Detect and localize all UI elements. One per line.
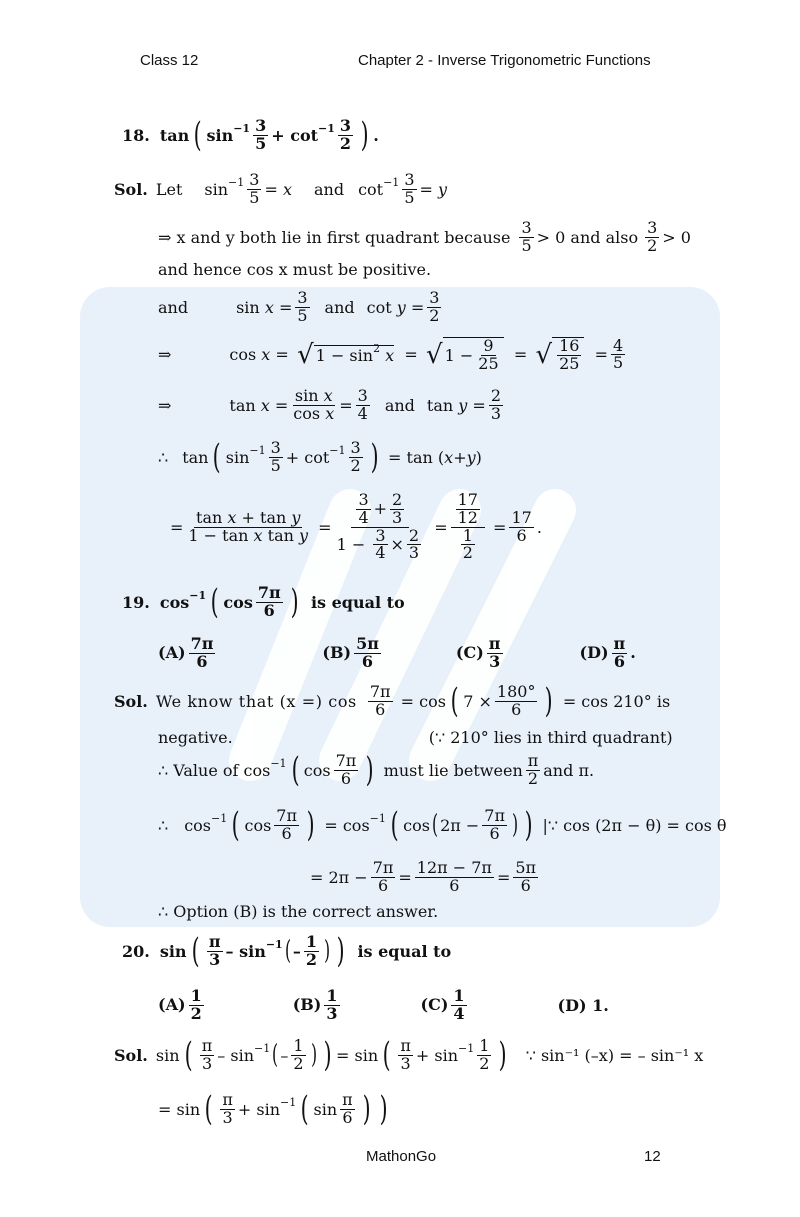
q20-option-a[interactable]: (A) $\frac{1}{2}$ [158,986,202,1023]
q20-option-b[interactable]: (B) $\frac{1}{3}$ [292,986,338,1023]
q18-tanx-line: ⇒ tan x = $\frac{\text{sin x}}{\text{cos x}}$ = $\frac{3}{4}$ and tan y = $\frac{2}{3}$ [158,386,501,423]
q20-options [158,988,609,1023]
q19-option-d[interactable]: (D) $\frac{\pi}{6}$ . [579,634,636,671]
q19-question: 19. cos −1 ( cos $\frac{7\pi}{6}$ ) is equal to [122,582,405,623]
q19-result-line: = 2π − $\frac{7\pi}{6}$ = $\frac{12\pi - 7\pi}{6}$ = $\frac{5\pi}{6}$ [310,858,537,895]
q19-cos-inverse-line: ∴ cos −1 ( cos $\frac{7\pi}{6}$ ) = cos −1 ( cos ( 2π − $\frac{7\pi}{6}$ ) ) |∵ cos (2π − θ) = cos θ [158,805,727,846]
q19-option-b[interactable]: (B) $\frac{5\pi}{6}$ [322,634,379,671]
q20-option-d[interactable]: (D) 1. [557,995,609,1015]
q19-option-c[interactable]: (C) $\frac{\pi}{3}$ [455,634,501,671]
q20-sol-line: Sol. sin ( $\frac{\pi}{3}$ – sin −1 ( – $\frac{1}{2}$ ) ) = sin ( $\frac{\pi}{3}$ + sin −1 $\frac{1}{2}$ ) ∵ sin⁻¹ (–x) = – sin⁻¹ x [114,1035,704,1076]
q18-final-line: = $\frac{\text{tan x + tan y}}{\text{1 − tan x tan y}}$ = $\frac{3}{4}$ + $\frac{2}{3}$ 1 − $\frac{3}{4}$ × $\frac{2}{3}$ = $\frac{\frac{17}{12}}{\frac{1}{2}}$ = $\frac{17}{6}$ . [170,490,542,563]
q19-option-a[interactable]: (A) $\frac{7\pi}{6}$ [158,634,214,671]
q18-sinx-line: and sin x = $\frac{3}{5}$ and cot y = $\frac{3}{2}$ [158,288,440,325]
header-chapter-title: Chapter 2 - Inverse Trigonometric Functions [358,52,651,69]
q20-step-line: = sin ( $\frac{\pi}{3}$ + sin −1 ( sin $\frac{\pi}{6}$ ) ) [158,1089,388,1130]
footer-page-number: 12 [644,1148,661,1165]
q18-sol-let-line: Sol. Let sin −1 $\frac{3}{5}$ = x and cot −1 $\frac{3}{5}$ = y [114,170,448,207]
q18-quadrant-line: ⇒ x and y both lie in first quadrant because $\frac{3}{5}$ > 0 and also $\frac{3}{2}$ > 0 [158,218,691,255]
q18-question: 18. tan ( sin −1 $\frac{3}{5}$ + cot −1 $\frac{3}{2}$ ) . [122,115,379,156]
header-class-label: Class 12 [140,52,199,69]
q19-sol-line: Sol. We know that (x =) cos $\frac{7\pi}{6}$ = cos ( 7 × $\frac{180^\circ}{6}$ ) = cos 210° is [114,681,671,722]
q18-tan-sum-line: ∴ tan ( sin −1 $\frac{3}{5}$ + cot −1 $\frac{3}{2}$ ) = tan ( x + y ) [158,437,482,478]
q20-question: 20. sin ( $\frac{\pi}{3}$ – sin −1 ( – $\frac{1}{2}$ ) ) is equal to [122,931,452,972]
footer-brand: MathonGo [366,1148,437,1165]
q19-negative-line: negative. (∵ 210° lies in third quadrant) [158,728,673,747]
q20-option-c[interactable]: (C) $\frac{1}{4}$ [420,986,465,1023]
q18-positive-line: and hence cos x must be positive. [158,260,432,279]
q18-cosx-line: ⇒ cos x = √ 1 − sin 2 x = √ 1 − $\frac{9}{25}$ = √ $\frac{16}{25}$ = $\frac{4}{5}$ [158,335,624,373]
q19-conclusion: ∴ Option (B) is the correct answer. [158,902,439,921]
q19-options [158,636,636,671]
q19-value-line: ∴ Value of cos −1 ( cos $\frac{7\pi}{6}$ ) must lie between $\frac{\pi}{2}$ and π. [158,750,595,791]
